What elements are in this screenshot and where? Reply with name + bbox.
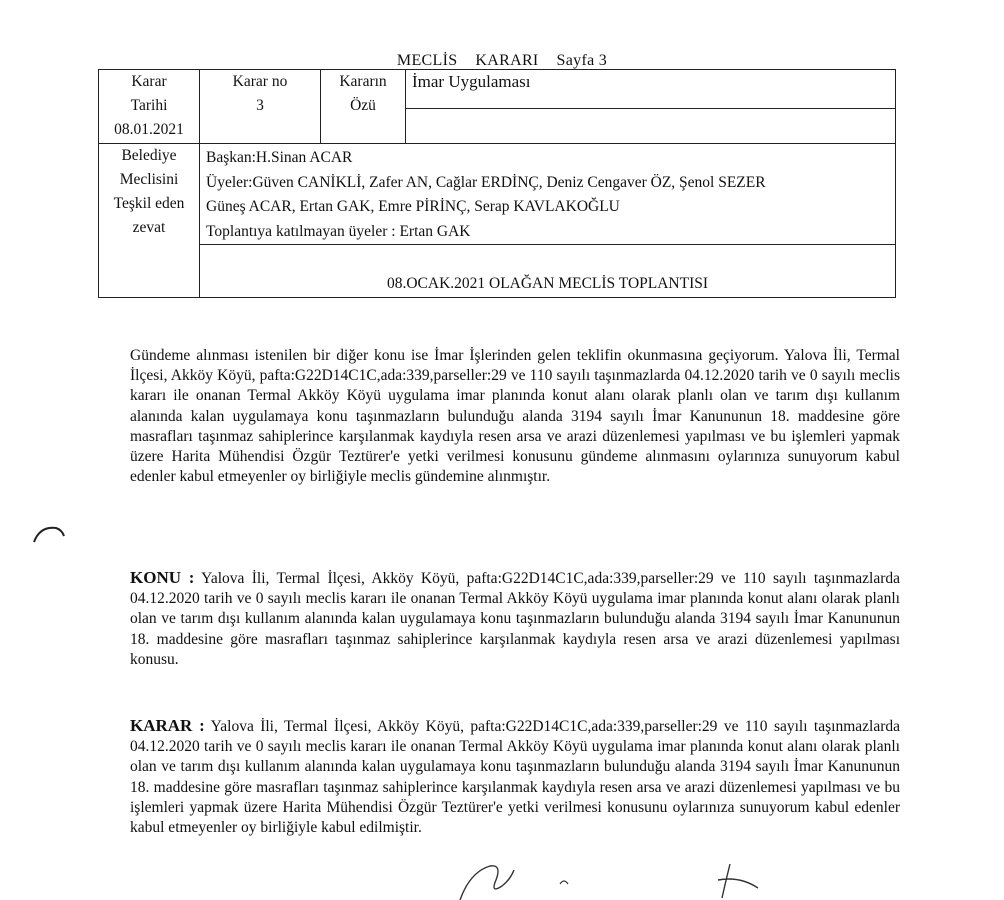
- council-members-line-1: Üyeler:Güven CANİKLİ, Zafer AN, Cağlar ERDİNÇ, Deniz Cengaver ÖZ, Şenol SEZER: [206, 173, 766, 191]
- council-members-line-2: Güneş ACAR, Ertan GAK, Emre PİRİNÇ, Serap KAVLAKOĞLU: [206, 198, 620, 215]
- decision-number-cell: [200, 70, 321, 144]
- konu-label: KONU :: [130, 568, 195, 587]
- decision-number-value: 3: [256, 97, 264, 114]
- decision-info-table: [98, 69, 896, 298]
- absent-members: Toplantıya katılmayan üyeler : Ertan GAK: [206, 222, 471, 240]
- header-karari: KARARI: [475, 52, 539, 69]
- council-chair: Başkan:H.Sinan ACAR: [206, 149, 353, 166]
- decision-summary-label-cell: [321, 70, 406, 144]
- karar-paragraph: [130, 716, 900, 838]
- konu-text: Yalova İli, Termal İlçesi, Akköy Köyü, pafta:G22D14C1C,ada:339,parseller:29 ve 110 sayılı taşınmazlarda 04.12.2020 tarih ve 0 sayılı meclis kararı ile onanan Termal Akköy Köyü uygulama imar planında konut alanı olarak planlı olan ve tarım dışı kullanım alanında kalan uygulamaya konu taşınmazların bulunduğu alanda 3194 sayılı İmar Kanununun 18. maddesine göre masrafları taşınmaz sahiplerince karşılanmak kaydıyla resen arsa ve arazi düzenlemesi yapılması konusu.: [130, 570, 900, 668]
- decision-date-label-1: Karar: [131, 73, 167, 90]
- karar-label: KARAR :: [130, 716, 205, 735]
- decision-date-cell: [99, 70, 200, 144]
- decision-number-label: Karar no: [232, 73, 288, 90]
- decision-summary-value: İmar Uygulaması: [406, 70, 896, 109]
- council-label-3: Teşkil eden: [113, 195, 185, 212]
- session-title: 08.OCAK.2021 OLAĞAN MECLİS TOPLANTISI: [200, 245, 896, 298]
- summary-label-2: Özü: [350, 97, 376, 114]
- council-label-cell: [99, 144, 200, 298]
- council-label-4: zevat: [132, 219, 166, 236]
- header-page-number: Sayfa 3: [556, 52, 608, 69]
- council-members-cell: [200, 144, 896, 245]
- page-header: [0, 52, 1004, 70]
- summary-label-1: Kararın: [339, 73, 387, 90]
- karar-text: Yalova İli, Termal İlçesi, Akköy Köyü, pafta:G22D14C1C,ada:339,parseller:29 ve 110 sayılı taşınmazlarda 04.12.2020 tarih ve 0 sayılı meclis kararı ile onanan Termal Akköy Köyü uygulama imar planında konut alanı olarak planlı olan ve tarım dışı kullanım alanında kalan uygulamaya konu taşınmazların bulunduğu alanda 3194 sayılı İmar Kanununun 18. maddesine göre masrafları taşınmaz sahiplerince karşılanmak kaydıyla resen arsa ve arazi düzenlemesi yapılması ve bu işlemleri yapmak üzere Harita Mühendisi Özgür Teztürer'e yetki verilmesi konusunu oylarınıza sunuyorum kabul edenler kabul etmeyenler oy birliğiyle kabul edilmiştir.: [130, 718, 900, 837]
- signature-icon: [440, 860, 800, 900]
- decision-date-value: 08.01.2021: [114, 121, 184, 138]
- summary-empty-cell: [406, 109, 896, 144]
- decision-date-label-2: Tarihi: [130, 97, 168, 114]
- header-meclis: MECLİS: [396, 52, 458, 69]
- council-label-1: Belediye: [121, 147, 177, 164]
- intro-paragraph: Gündeme alınması istenilen bir diğer konu ise İmar İşlerinden gelen teklifin okunmasına geçiyorum. Yalova İli, Termal İlçesi, Akköy Köyü, pafta:G22D14C1C,ada:339,parseller:29 ve 110 sayılı taşınmazlarda 04.12.2020 tarih ve 0 sayılı meclis kararı ile onanan Termal Akköy Köyü uygulama imar planında konut alanı olarak planlı olan ve tarım dışı kullanım alanında kalan uygulamaya konu taşınmazların bulunduğu alanda 3194 sayılı İmar Kanununun 18. maddesine göre masrafları taşınmaz sahiplerince karşılanmak kaydıyla resen arsa ve arazi düzenlemesi yapılması ve bu işlemleri yapmak üzere Harita Mühendisi Özgür Teztürer'e yetki verilmesi konusunu gündeme alınmasını oylarınıza sunuyorum kabul edenler kabul etmeyenler oy birliğiyle meclis gündemine alınmıştır.: [130, 347, 900, 486]
- council-label-2: Meclisini: [119, 171, 179, 188]
- konu-paragraph: [130, 568, 900, 670]
- scan-artifact-icon: [30, 522, 70, 546]
